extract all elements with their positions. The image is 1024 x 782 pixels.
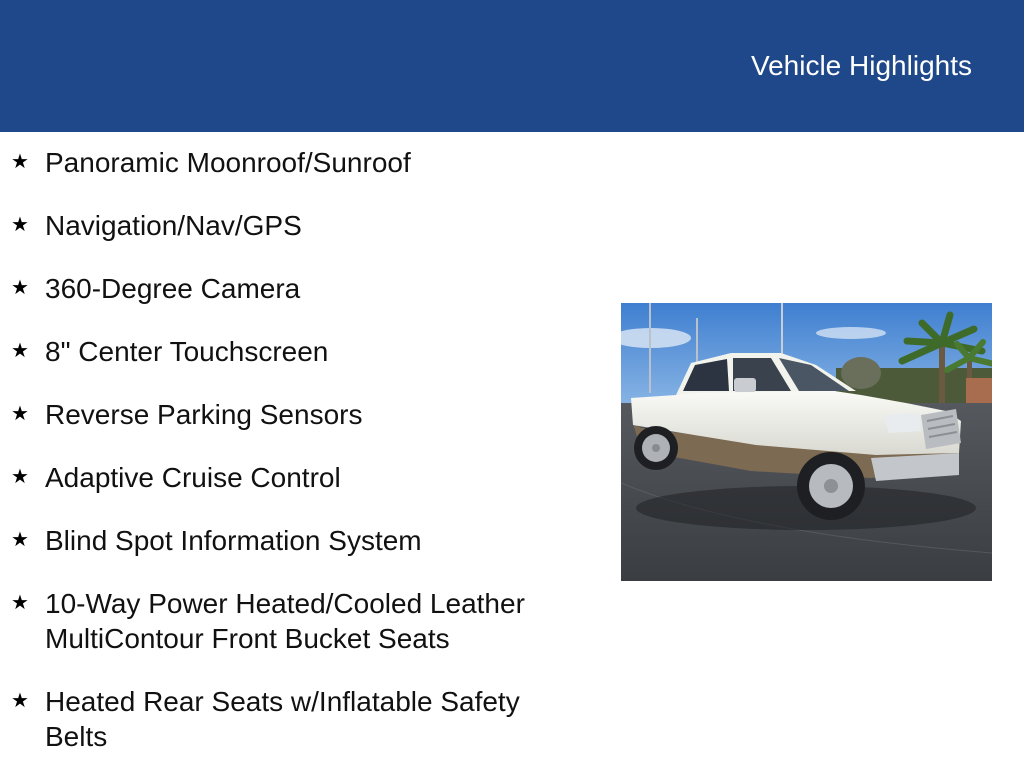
page-title: Vehicle Highlights	[750, 50, 972, 81]
list-item	[0, 460, 600, 495]
star-icon: ★	[11, 466, 29, 488]
list-item	[0, 271, 600, 306]
highlight-label: Reverse Parking Sensors	[45, 399, 363, 430]
highlight-label: Adaptive Cruise Control	[45, 462, 341, 493]
cloud	[816, 327, 886, 339]
star-icon: ★	[11, 529, 29, 551]
highlight-label: 8" Center Touchscreen	[45, 336, 329, 367]
list-item	[0, 208, 600, 243]
vehicle-photo	[621, 303, 992, 581]
list-item	[0, 397, 600, 432]
highlights-list	[0, 145, 600, 782]
list-item	[0, 145, 600, 180]
highlight-label: 10-Way Power Heated/Cooled Leather MultiContour Front Bucket Seats	[45, 588, 525, 654]
star-icon: ★	[11, 340, 29, 362]
star-icon: ★	[11, 277, 29, 299]
tree	[841, 357, 881, 389]
star-icon: ★	[11, 592, 29, 614]
header-banner	[0, 0, 1024, 132]
star-icon: ★	[11, 403, 29, 425]
highlight-label: Panoramic Moonroof/Sunroof	[45, 147, 411, 178]
highlight-label: 360-Degree Camera	[45, 273, 301, 304]
star-icon: ★	[11, 214, 29, 236]
list-item	[0, 523, 600, 558]
list-item	[0, 586, 600, 656]
list-item	[0, 334, 600, 369]
highlight-label: Navigation/Nav/GPS	[45, 210, 302, 241]
star-icon: ★	[11, 151, 29, 173]
list-item	[0, 684, 600, 754]
side-mirror	[734, 378, 756, 392]
highlight-label: Heated Rear Seats w/Inflatable Safety Belts	[45, 686, 520, 752]
highlight-label: Blind Spot Information System	[45, 525, 422, 556]
star-icon: ★	[11, 690, 29, 712]
light-pole	[649, 303, 651, 393]
